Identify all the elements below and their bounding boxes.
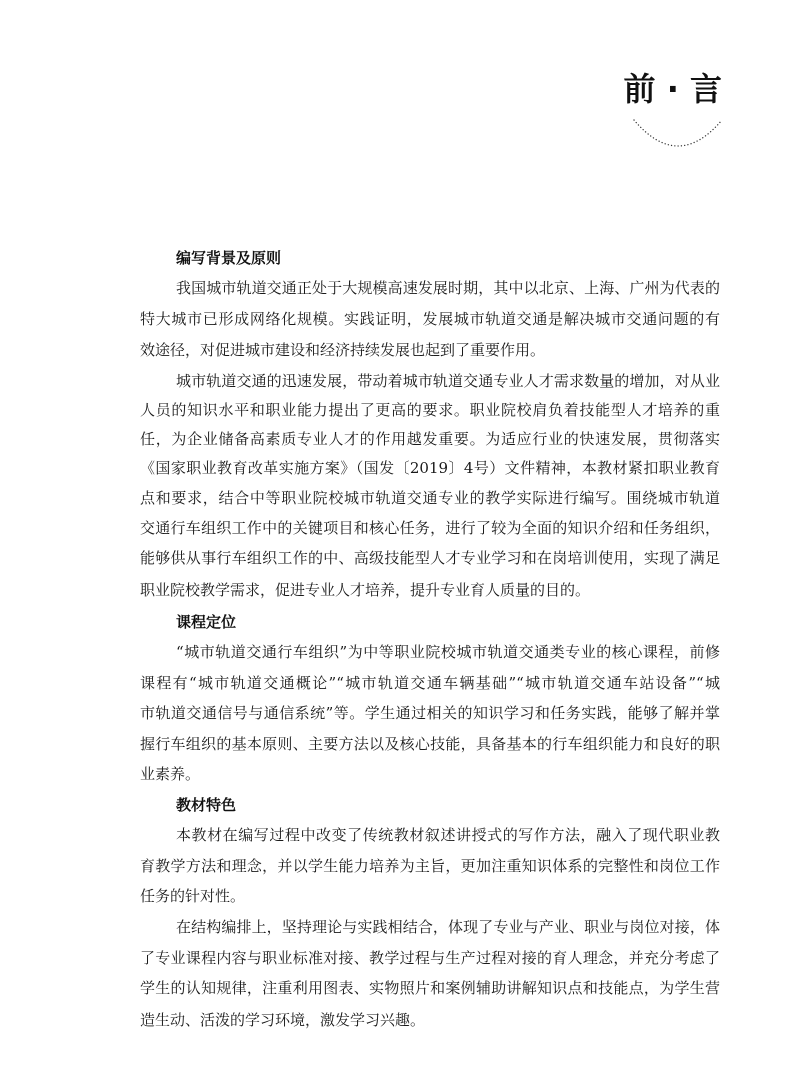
paragraph-line: 《国家职业教育改革实施方案》（国发〔2019〕4号）文件精神，本教材紧扣职业教育	[140, 459, 720, 477]
page-title: 前 · 言	[623, 70, 722, 108]
paragraph-line: “城市轨道交通行车组织”为中等职业院校城市轨道交通类专业的核心课程，前修	[176, 643, 720, 661]
paragraph-line: 在结构编排上，坚持理论与实践相结合，体现了专业与产业、职业与岗位对接，体	[176, 918, 720, 936]
paragraph-line: 特大城市已形成网络化规模。实践证明，发展城市轨道交通是解决城市交通问题的有	[140, 310, 720, 328]
paragraph-line: 人员的知识水平和职业能力提出了更高的要求。职业院校肩负着技能型人才培养的重	[140, 401, 720, 419]
section-heading: 课程定位	[176, 613, 237, 631]
paragraph-line: 交通行车组织工作中的关键项目和核心任务，进行了较为全面的知识介绍和任务组织，	[140, 519, 720, 537]
decorative-dotted-arc	[630, 114, 726, 154]
paragraph-line: 点和要求，结合中等职业院校城市轨道交通专业的教学实际进行编写。围绕城市轨道	[140, 489, 720, 507]
paragraph-line: 握行车组织的基本原则、主要方法以及核心技能，具备基本的行车组织能力和良好的职	[140, 735, 720, 753]
paragraph-line: 能够供从事行车组织工作的中、高级技能型人才专业学习和在岗培训使用，实现了满足	[140, 549, 720, 567]
paragraph-line: 任，为企业储备高素质专业人才的作用越发重要。为适应行业的快速发展，贯彻落实	[140, 430, 720, 448]
paragraph-line: 任务的针对性。	[140, 887, 246, 905]
paragraph-line: 城市轨道交通的迅速发展，带动着城市轨道交通专业人才需求数量的增加，对从业	[176, 372, 720, 390]
section-heading: 教材特色	[176, 796, 237, 814]
paragraph-line: 学生的认知规律，注重利用图表、实物照片和案例辅助讲解知识点和技能点，为学生营	[140, 979, 720, 997]
paragraph-line: 业素养。	[140, 765, 201, 783]
paragraph-line: 造生动、活泼的学习环境，激发学习兴趣。	[140, 1011, 426, 1029]
paragraph-line: 职业院校教学需求，促进专业人才培养，提升专业育人质量的目的。	[140, 581, 591, 599]
paragraph-line: 我国城市轨道交通正处于大规模高速发展时期，其中以北京、上海、广州为代表的	[176, 279, 720, 297]
paragraph-line: 了专业课程内容与职业标准对接、教学过程与生产过程对接的育人理念，并充分考虑了	[140, 949, 720, 967]
paragraph-line: 课程有“城市轨道交通概论”“城市轨道交通车辆基础”“城市轨道交通车站设备”“城	[140, 674, 720, 692]
section-heading: 编写背景及原则	[176, 249, 282, 267]
paragraph-line: 本教材在编写过程中改变了传统教材叙述讲授式的写作方法，融入了现代职业教	[176, 826, 720, 844]
paragraph-line: 市轨道交通信号与通信系统”等。学生通过相关的知识学习和任务实践，能够了解并掌	[140, 704, 720, 722]
paragraph-line: 育教学方法和理念，并以学生能力培养为主旨，更加注重知识体系的完整性和岗位工作	[140, 857, 720, 875]
paragraph-line: 效途径，对促进城市建设和经济持续发展也起到了重要作用。	[140, 341, 546, 359]
